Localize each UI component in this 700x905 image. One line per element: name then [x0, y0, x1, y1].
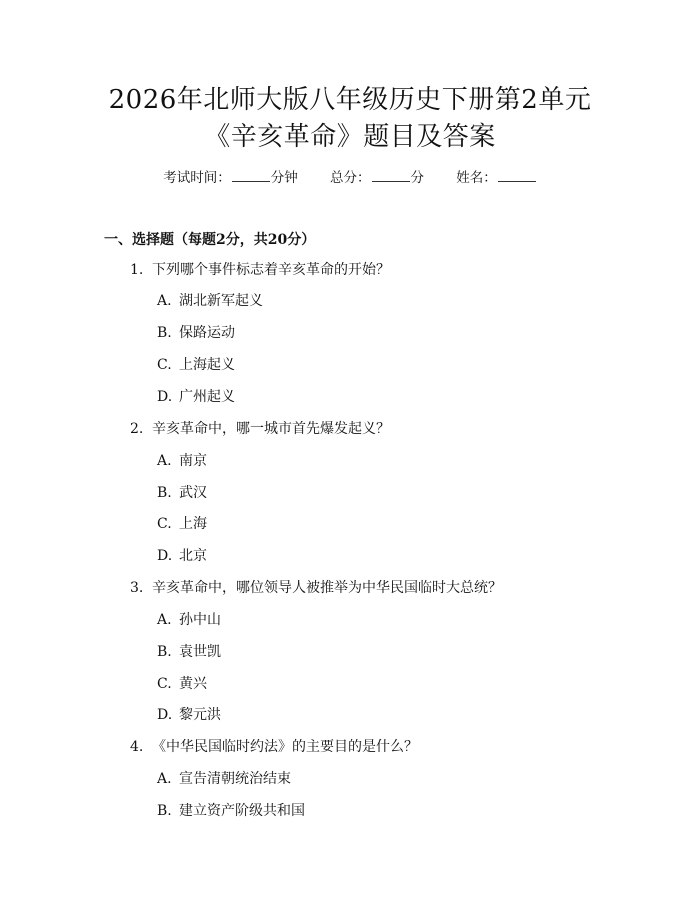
- option-label: B.: [157, 644, 172, 660]
- student-name-blank[interactable]: [498, 169, 536, 182]
- exam-time-label: 考试时间：: [163, 170, 231, 186]
- option-label: C.: [157, 516, 172, 532]
- section-heading-multiple-choice: 一、选择题（每题2分，共20分）: [104, 232, 316, 248]
- question-4: [130, 737, 418, 757]
- question-2-option-b[interactable]: [157, 483, 207, 503]
- option-text: 宣告清朝统治结束: [179, 771, 291, 787]
- option-label: B.: [157, 325, 172, 341]
- question-1: [130, 260, 390, 280]
- option-label: C.: [157, 676, 172, 692]
- option-label: D.: [157, 548, 173, 564]
- question-text: 辛亥革命中，哪一城市首先爆发起义？: [152, 421, 390, 437]
- question-3-option-d[interactable]: [157, 705, 221, 725]
- question-text: 下列哪个事件标志着辛亥革命的开始？: [152, 262, 390, 278]
- option-text: 建立资产阶级共和国: [179, 803, 305, 819]
- option-label: A.: [157, 612, 172, 628]
- exam-info-line: [0, 168, 700, 188]
- option-text: 保路运动: [179, 325, 235, 341]
- exam-time-field: [163, 168, 298, 188]
- question-3-option-b[interactable]: [157, 642, 221, 662]
- option-text: 南京: [179, 453, 207, 469]
- question-1-option-c[interactable]: [157, 355, 235, 375]
- question-2: [130, 419, 390, 439]
- option-text: 袁世凯: [179, 644, 221, 660]
- question-number: 3.: [130, 580, 144, 596]
- option-text: 黄兴: [179, 676, 207, 692]
- option-label: B.: [157, 803, 172, 819]
- total-score-blank[interactable]: [372, 169, 410, 182]
- question-2-option-c[interactable]: [157, 514, 207, 534]
- student-name-label: 姓名：: [456, 170, 497, 186]
- question-1-option-d[interactable]: [157, 387, 235, 407]
- student-name-field: [456, 168, 537, 188]
- question-4-option-a[interactable]: [157, 769, 291, 789]
- question-1-option-b[interactable]: [157, 323, 235, 343]
- question-3-option-c[interactable]: [157, 674, 207, 694]
- document-title-line-1: 2026年北师大版八年级历史下册第2单元: [108, 85, 592, 115]
- question-number: 4.: [130, 739, 144, 755]
- question-text: 辛亥革命中，哪位领导人被推举为中华民国临时大总统？: [152, 580, 502, 596]
- total-score-field: [330, 168, 424, 188]
- option-text: 广州起义: [179, 389, 235, 405]
- question-number: 2.: [130, 421, 144, 437]
- option-label: D.: [157, 389, 173, 405]
- question-2-option-d[interactable]: [157, 546, 207, 566]
- option-text: 湖北新军起义: [179, 293, 263, 309]
- question-text: 《中华民国临时约法》的主要目的是什么？: [152, 739, 418, 755]
- question-number: 1.: [130, 262, 144, 278]
- option-label: A.: [157, 293, 172, 309]
- question-3: [130, 578, 502, 598]
- option-label: A.: [157, 771, 172, 787]
- option-text: 上海起义: [179, 357, 235, 373]
- total-score-unit: 分: [410, 170, 424, 186]
- option-label: B.: [157, 485, 172, 501]
- option-text: 孙中山: [179, 612, 221, 628]
- exam-time-unit: 分钟: [270, 170, 298, 186]
- option-text: 武汉: [179, 485, 207, 501]
- question-1-option-a[interactable]: [157, 291, 263, 311]
- option-text: 黎元洪: [179, 707, 221, 723]
- exam-time-blank[interactable]: [232, 169, 270, 182]
- question-2-option-a[interactable]: [157, 451, 207, 471]
- option-text: 上海: [179, 516, 207, 532]
- total-score-label: 总分：: [330, 170, 371, 186]
- option-label: A.: [157, 453, 172, 469]
- option-label: C.: [157, 357, 172, 373]
- question-4-option-b[interactable]: [157, 801, 305, 821]
- question-3-option-a[interactable]: [157, 610, 221, 630]
- option-label: D.: [157, 707, 173, 723]
- document-title-line-2: 《辛亥革命》题目及答案: [204, 122, 496, 152]
- option-text: 北京: [179, 548, 207, 564]
